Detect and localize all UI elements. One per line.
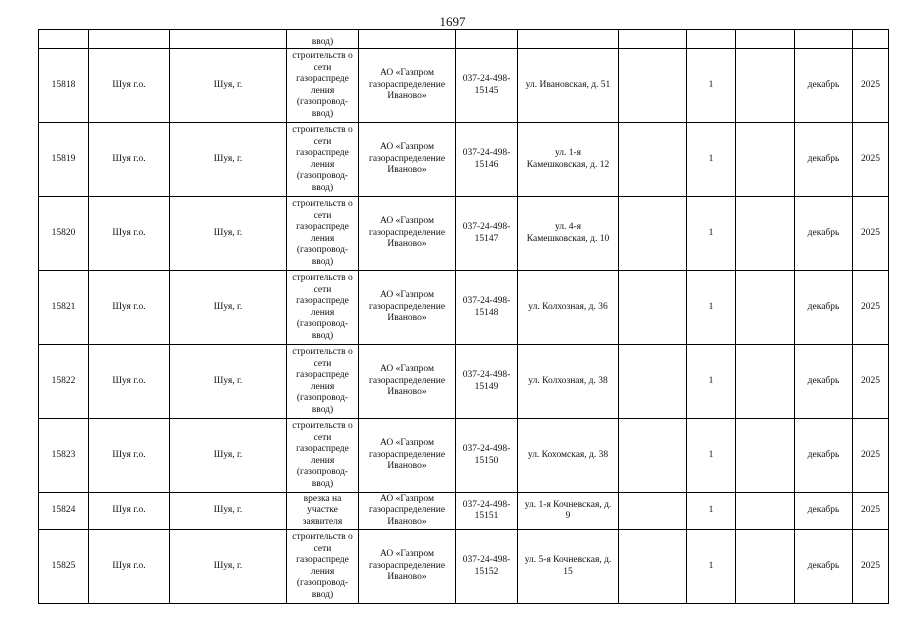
cell-locality: Шуя, г. bbox=[170, 530, 287, 604]
cell-num: 15825 bbox=[39, 530, 89, 604]
cell-month: декабрь bbox=[795, 419, 853, 493]
cell-district: Шуя г.о. bbox=[89, 419, 170, 493]
cell-district: Шуя г.о. bbox=[89, 49, 170, 123]
cell-district: Шуя г.о. bbox=[89, 197, 170, 271]
cell-district: Шуя г.о. bbox=[89, 271, 170, 345]
cell-address: ул. Колхозная, д. 38 bbox=[518, 345, 619, 419]
cell-qty: 1 bbox=[687, 49, 736, 123]
cell-work: строительств о сети газораспреде ления (газопровод-ввод) bbox=[287, 345, 359, 419]
cell-month: декабрь bbox=[795, 530, 853, 604]
cell-gap-1 bbox=[619, 49, 687, 123]
cell-locality bbox=[170, 30, 287, 49]
cell-work: строительств о сети газораспреде ления (газопровод-ввод) bbox=[287, 530, 359, 604]
cell-gap-1 bbox=[619, 419, 687, 493]
cell-gap-2 bbox=[736, 49, 795, 123]
cell-month: декабрь bbox=[795, 49, 853, 123]
cell-qty: 1 bbox=[687, 493, 736, 530]
cell-org: АО «Газпром газораспределение Иваново» bbox=[359, 123, 456, 197]
cell-month bbox=[795, 30, 853, 49]
cell-qty: 1 bbox=[687, 345, 736, 419]
cell-year: 2025 bbox=[853, 345, 889, 419]
cell-year: 2025 bbox=[853, 49, 889, 123]
table-row bbox=[39, 271, 889, 345]
cell-address: ул. 1-я Камешковская, д. 12 bbox=[518, 123, 619, 197]
cell-district: Шуя г.о. bbox=[89, 123, 170, 197]
cell-month: декабрь bbox=[795, 271, 853, 345]
cell-gap-1 bbox=[619, 493, 687, 530]
cell-num: 15820 bbox=[39, 197, 89, 271]
cell-num: 15822 bbox=[39, 345, 89, 419]
cell-work: строительств о сети газораспреде ления (газопровод-ввод) bbox=[287, 123, 359, 197]
cell-work: строительств о сети газораспреде ления (газопровод-ввод) bbox=[287, 49, 359, 123]
cell-org: АО «Газпром газораспределение Иваново» bbox=[359, 345, 456, 419]
cell-address: ул. 5-я Кочневская, д. 15 bbox=[518, 530, 619, 604]
register-table bbox=[38, 29, 889, 604]
cell-address bbox=[518, 30, 619, 49]
cell-gap-1 bbox=[619, 197, 687, 271]
cell-year: 2025 bbox=[853, 197, 889, 271]
cell-address: ул. 4-я Камешковская, д. 10 bbox=[518, 197, 619, 271]
cell-code: 037-24-498-15151 bbox=[456, 493, 518, 530]
cell-gap-1 bbox=[619, 123, 687, 197]
cell-code: 037-24-498-15145 bbox=[456, 49, 518, 123]
cell-qty: 1 bbox=[687, 419, 736, 493]
cell-address: ул. Ивановская, д. 51 bbox=[518, 49, 619, 123]
table-row bbox=[39, 345, 889, 419]
cell-num: 15819 bbox=[39, 123, 89, 197]
cell-org bbox=[359, 30, 456, 49]
cell-num: 15823 bbox=[39, 419, 89, 493]
cell-num: 15824 bbox=[39, 493, 89, 530]
cell-locality: Шуя, г. bbox=[170, 271, 287, 345]
cell-work: ввод) bbox=[287, 30, 359, 49]
cell-org: АО «Газпром газораспределение Иваново» bbox=[359, 271, 456, 345]
cell-work: строительств о сети газораспреде ления (газопровод-ввод) bbox=[287, 419, 359, 493]
continued-row bbox=[39, 30, 889, 49]
cell-qty: 1 bbox=[687, 123, 736, 197]
cell-locality: Шуя, г. bbox=[170, 419, 287, 493]
cell-gap-2 bbox=[736, 530, 795, 604]
cell-qty: 1 bbox=[687, 530, 736, 604]
cell-gap-2 bbox=[736, 30, 795, 49]
cell-district: Шуя г.о. bbox=[89, 345, 170, 419]
cell-locality: Шуя, г. bbox=[170, 49, 287, 123]
cell-work: строительств о сети газораспреде ления (газопровод-ввод) bbox=[287, 197, 359, 271]
cell-work: строительств о сети газораспреде ления (газопровод-ввод) bbox=[287, 271, 359, 345]
cell-qty bbox=[687, 30, 736, 49]
cell-district: Шуя г.о. bbox=[89, 493, 170, 530]
cell-locality: Шуя, г. bbox=[170, 123, 287, 197]
cell-year: 2025 bbox=[853, 123, 889, 197]
table-row bbox=[39, 123, 889, 197]
cell-month: декабрь bbox=[795, 123, 853, 197]
cell-gap-1 bbox=[619, 345, 687, 419]
table-row bbox=[39, 197, 889, 271]
cell-year: 2025 bbox=[853, 419, 889, 493]
cell-code: 037-24-498-15150 bbox=[456, 419, 518, 493]
cell-org: АО «Газпром газораспределение Иваново» bbox=[359, 49, 456, 123]
cell-year: 2025 bbox=[853, 530, 889, 604]
cell-code: 037-24-498-15148 bbox=[456, 271, 518, 345]
cell-year: 2025 bbox=[853, 493, 889, 530]
cell-num: 15818 bbox=[39, 49, 89, 123]
cell-code: 037-24-498-15146 bbox=[456, 123, 518, 197]
table-row bbox=[39, 419, 889, 493]
cell-year: 2025 bbox=[853, 271, 889, 345]
cell-org: АО «Газпром газораспределение Иваново» bbox=[359, 493, 456, 530]
page-number: 1697 bbox=[439, 14, 466, 29]
table-row bbox=[39, 493, 889, 530]
cell-locality: Шуя, г. bbox=[170, 197, 287, 271]
cell-gap-1 bbox=[619, 271, 687, 345]
cell-gap-2 bbox=[736, 271, 795, 345]
cell-gap-1 bbox=[619, 30, 687, 49]
table-row bbox=[39, 530, 889, 604]
cell-gap-2 bbox=[736, 197, 795, 271]
cell-code: 037-24-498-15152 bbox=[456, 530, 518, 604]
cell-gap-2 bbox=[736, 419, 795, 493]
cell-code: 037-24-498-15149 bbox=[456, 345, 518, 419]
cell-code bbox=[456, 30, 518, 49]
cell-address: ул. Кохомская, д. 38 bbox=[518, 419, 619, 493]
cell-num bbox=[39, 30, 89, 49]
cell-month: декабрь bbox=[795, 197, 853, 271]
cell-org: АО «Газпром газораспределение Иваново» bbox=[359, 419, 456, 493]
cell-month: декабрь bbox=[795, 493, 853, 530]
cell-gap-2 bbox=[736, 493, 795, 530]
cell-num: 15821 bbox=[39, 271, 89, 345]
cell-locality: Шуя, г. bbox=[170, 345, 287, 419]
table-row bbox=[39, 49, 889, 123]
cell-gap-2 bbox=[736, 345, 795, 419]
cell-address: ул. 1-я Кочневская, д. 9 bbox=[518, 493, 619, 530]
cell-qty: 1 bbox=[687, 197, 736, 271]
cell-code: 037-24-498-15147 bbox=[456, 197, 518, 271]
cell-org: АО «Газпром газораспределение Иваново» bbox=[359, 197, 456, 271]
cell-org: АО «Газпром газораспределение Иваново» bbox=[359, 530, 456, 604]
cell-district: Шуя г.о. bbox=[89, 530, 170, 604]
cell-gap-2 bbox=[736, 123, 795, 197]
cell-work: врезка на участке заявителя bbox=[287, 493, 359, 530]
cell-qty: 1 bbox=[687, 271, 736, 345]
cell-year bbox=[853, 30, 889, 49]
cell-gap-1 bbox=[619, 530, 687, 604]
cell-address: ул. Колхозная, д. 36 bbox=[518, 271, 619, 345]
cell-month: декабрь bbox=[795, 345, 853, 419]
cell-locality: Шуя, г. bbox=[170, 493, 287, 530]
cell-district bbox=[89, 30, 170, 49]
